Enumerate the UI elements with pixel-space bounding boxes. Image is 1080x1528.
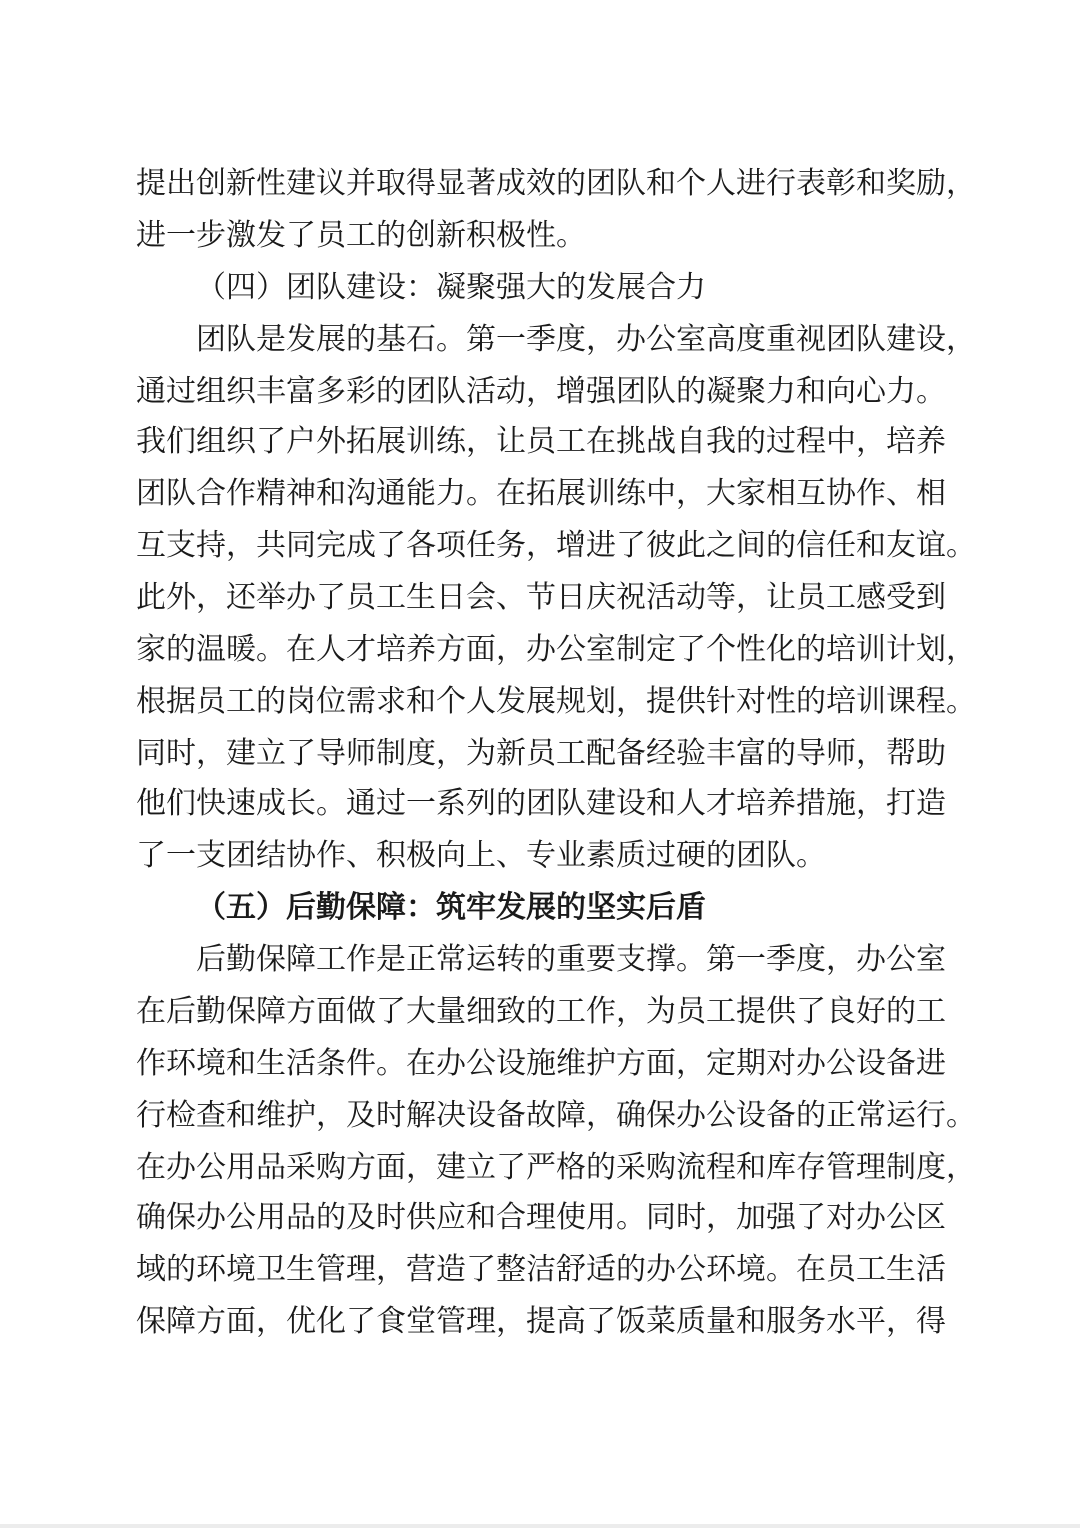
body-text-line: 行检查和维护，及时解决设备故障，确保办公设备的正常运行。 <box>136 1098 976 1133</box>
body-text-line: 团队合作精神和沟通能力。在拓展训练中，大家相互协作、相 <box>136 476 946 511</box>
body-text-line: 同时，建立了导师制度，为新员工配备经验丰富的导师，帮助 <box>136 736 946 771</box>
body-text-line: 在后勤保障方面做了大量细致的工作，为员工提供了良好的工 <box>136 994 946 1029</box>
section-heading-logistics: （五）后勤保障：筑牢发展的坚实后盾 <box>196 890 706 925</box>
body-text-line: 此外，还举办了员工生日会、节日庆祝活动等，让员工感受到 <box>136 580 946 615</box>
page-bottom-edge <box>0 1524 1080 1528</box>
body-text-line: 进一步激发了员工的创新积极性。 <box>136 218 586 253</box>
body-text-line: 作环境和生活条件。在办公设施维护方面，定期对办公设备进 <box>136 1046 946 1081</box>
body-text-line: 家的温暖。在人才培养方面，办公室制定了个性化的培训计划， <box>136 632 976 667</box>
section-heading-team-building: （四）团队建设：凝聚强大的发展合力 <box>196 270 706 305</box>
body-text-line: 在办公用品采购方面，建立了严格的采购流程和库存管理制度， <box>136 1150 976 1185</box>
body-text-line: 我们组织了户外拓展训练，让员工在挑战自我的过程中，培养 <box>136 424 946 459</box>
body-text-line: 域的环境卫生管理，营造了整洁舒适的办公环境。在员工生活 <box>136 1252 946 1287</box>
body-text-line: 通过组织丰富多彩的团队活动，增强团队的凝聚力和向心力。 <box>136 374 946 409</box>
body-text-line: 互支持，共同完成了各项任务，增进了彼此之间的信任和友谊。 <box>136 528 976 563</box>
body-text-line: 提出创新性建议并取得显著成效的团队和个人进行表彰和奖励， <box>136 166 976 201</box>
paragraph-first-line: 后勤保障工作是正常运转的重要支撑。第一季度，办公室 <box>196 942 946 977</box>
body-text-line: 保障方面，优化了食堂管理，提高了饭菜质量和服务水平，得 <box>136 1304 946 1339</box>
body-text-line: 了一支团结协作、积极向上、专业素质过硬的团队。 <box>136 838 826 873</box>
body-text-line: 根据员工的岗位需求和个人发展规划，提供针对性的培训课程。 <box>136 684 976 719</box>
paragraph-first-line: 团队是发展的基石。第一季度，办公室高度重视团队建设， <box>196 322 976 357</box>
body-text-line: 确保办公用品的及时供应和合理使用。同时，加强了对办公区 <box>136 1200 946 1235</box>
body-text-line: 他们快速成长。通过一系列的团队建设和人才培养措施，打造 <box>136 786 946 821</box>
